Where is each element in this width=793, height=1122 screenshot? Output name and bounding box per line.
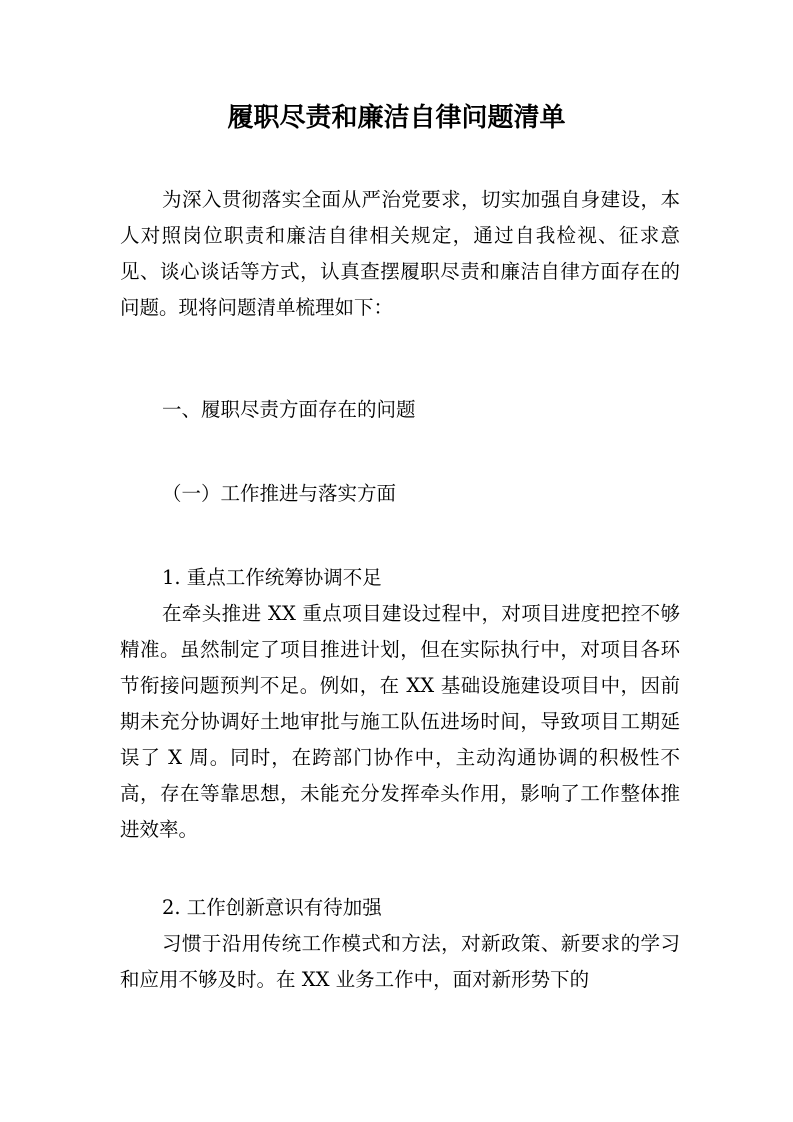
item-2-paragraph: 习惯于沿用传统工作模式和方法，对新政策、新要求的学习和应用不够及时。在 XX 业务工作中，面对新形势下的 bbox=[120, 932, 680, 991]
item-1-title: 1. 重点工作统筹协调不足 bbox=[162, 566, 382, 589]
section-heading-1: 一、履职尽责方面存在的问题 bbox=[162, 398, 416, 421]
document-title: 履职尽责和廉洁自律问题清单 bbox=[227, 103, 566, 133]
item-1-paragraph: 在牵头推进 XX 重点项目建设过程中，对项目进度把控不够精准。虽然制定了项目推进计划，但在实际执行中，对项目各环节衔接问题预判不足。例如，在 XX 基础设施建设项目中，因前期未充分协调好土地审批与施工队伍进场时间，导致项目工期延误了 X 周。同时，在跨部门协作中，主动沟通协调的积极性不高，存在等靠思想，未能充分发挥牵头作用，影响了工作整体推进效率。 bbox=[120, 602, 680, 841]
intro-paragraph: 为深入贯彻落实全面从严治党要求，切实加强自身建设，本人对照岗位职责和廉洁自律相关规定，通过自我检视、征求意见、谈心谈话等方式，认真查摆履职尽责和廉洁自律方面存在的问题。现将问题清单梳理如下： bbox=[120, 188, 680, 319]
item-2-title: 2. 工作创新意识有待加强 bbox=[162, 896, 382, 919]
subsection-heading-1: （一）工作推进与落实方面 bbox=[162, 482, 397, 505]
